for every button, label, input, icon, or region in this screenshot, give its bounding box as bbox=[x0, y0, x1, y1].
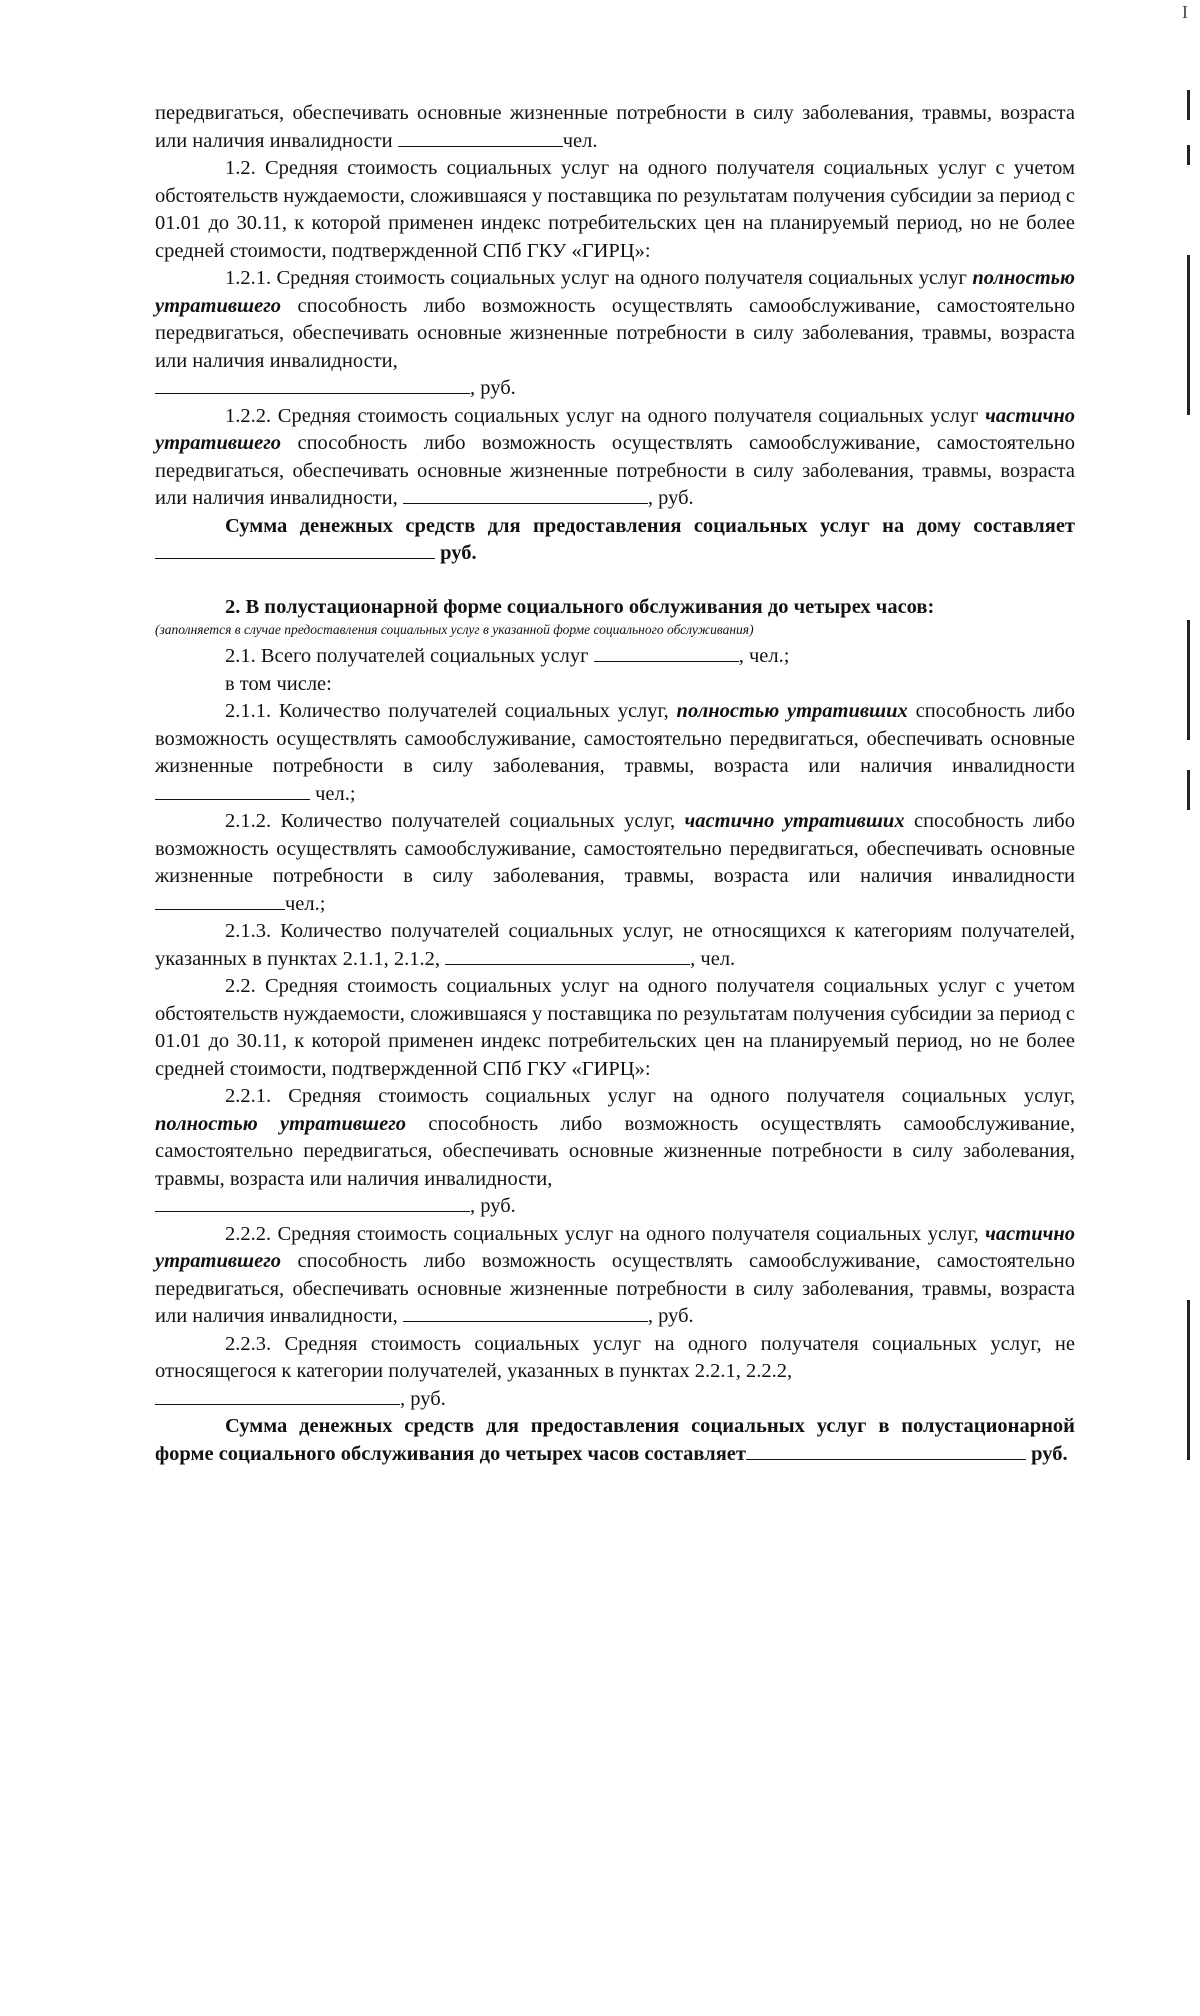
emphasis-text: полностью утратившего bbox=[155, 267, 1075, 317]
document-body bbox=[155, 100, 1075, 1468]
paragraph-text: 2.2.1. Средняя стоимость социальных услуг на одного получателя социальных услуг, bbox=[225, 1085, 1075, 1107]
paragraph-text: 1.2.2. Средняя стоимость социальных услуг на одного получателя социальных услуг bbox=[225, 404, 979, 427]
unit-label: руб. bbox=[1031, 1442, 1068, 1465]
blank-field[interactable] bbox=[398, 128, 563, 147]
blank-field[interactable] bbox=[594, 643, 739, 662]
paragraph-text: 2.2.2. Средняя стоимость социальных услуг на одного получателя социальных услуг, bbox=[225, 1222, 979, 1245]
unit-label: , руб. bbox=[470, 377, 516, 399]
unit-label: руб. bbox=[440, 542, 477, 564]
paragraph-text: передвигаться, обеспечивать основные жизненные потребности в силу заболевания, травмы, возраста или наличия инвалидности bbox=[155, 102, 1075, 152]
paragraph-2-2-3 bbox=[155, 1331, 1075, 1414]
in-total-label: в том числе: bbox=[225, 672, 332, 695]
scan-edge-line bbox=[1187, 620, 1190, 740]
paragraph-text: способность либо возможность осуществлять самообслуживание, самостоятельно передвигаться, обеспечивать основные жизненные потребности в силу заболевания, травмы, возраста или наличия инвалидности bbox=[155, 700, 1076, 777]
unit-label: , руб. bbox=[647, 1305, 694, 1327]
paragraph-1-2: 1.2. Средняя стоимость социальных услуг на одного получателя социальных услуг с учетом обстоятельств нуждаемости, сложившаяся у поставщика по результатам получения субсидии за период с 01.01 до 30.11, к которой применен индекс потребительских цен на планируемый период, но не более средней стоимости, подтвержденной СПб ГКУ «ГИРЦ»: bbox=[155, 157, 1075, 262]
blank-field[interactable] bbox=[155, 540, 435, 559]
sum-text: Сумма денежных средств для предоставления социальных услуг в полустационарной форме социального обслуживания до четырех часов составляет bbox=[155, 1415, 1075, 1465]
paragraph-text: способность либо возможность осуществлять самообслуживание, самостоятельно передвигаться, обеспечивать основные жизненные потребности в силу заболевания, травмы, возраста или наличия инвалидности, bbox=[155, 1250, 1076, 1327]
unit-label: чел.; bbox=[285, 892, 326, 915]
unit-label: , чел. bbox=[690, 947, 736, 970]
paragraph-2-2: 2.2. Средняя стоимость социальных услуг на одного получателя социальных услуг с учетом обстоятельств нуждаемости, сложившаяся у поставщика по результатам получения субсидии за период с 01.01 до 30.11, к которой применен индекс потребительских цен на планируемый период, но не более средней стоимости, подтвержденной СПб ГКУ «ГИРЦ»: bbox=[155, 975, 1075, 1080]
unit-label: чел.; bbox=[315, 782, 356, 805]
paragraph-text: 2.2.3. Средняя стоимость социальных услуг на одного получателя социальных услуг, не относящегося к категории получателей, указанных в пунктах 2.2.1, 2.2.2, bbox=[155, 1332, 1075, 1382]
paragraph-text: 2.1.1. Количество получателей социальных услуг, bbox=[225, 700, 669, 722]
blank-field[interactable] bbox=[155, 375, 470, 394]
paragraph-text: способность либо возможность осуществлять самообслуживание, самостоятельно передвигаться, обеспечивать основные жизненные потребности в силу заболевания, травмы, возраста или наличия инвалидности bbox=[155, 810, 1075, 887]
paragraph-text: 2.1. Всего получателей социальных услуг bbox=[225, 645, 589, 667]
unit-label: , руб. bbox=[400, 1387, 446, 1410]
sum-text: Сумма денежных средств для предоставления социальных услуг на дому составляет bbox=[225, 514, 1075, 537]
paragraph-2-1-2 bbox=[155, 808, 1075, 918]
paragraph-2-2-2 bbox=[155, 1221, 1075, 1331]
unit-label: , руб. bbox=[470, 1195, 516, 1217]
paragraph-1-2-1 bbox=[155, 265, 1075, 403]
unit-label: , чел.; bbox=[738, 645, 790, 667]
section-2-heading: 2. В полустационарной форме социального обслуживания до четырех часов: bbox=[225, 595, 935, 618]
paragraph-text: 1.2.1. Средняя стоимость социальных услуг на одного получателя социальных услуг bbox=[225, 267, 967, 289]
blank-field[interactable] bbox=[155, 891, 285, 910]
blank-field[interactable] bbox=[403, 485, 648, 504]
emphasis-text: частично утратившего bbox=[155, 404, 1075, 454]
scan-edge-line bbox=[1187, 145, 1190, 165]
scan-edge-line bbox=[1187, 90, 1190, 120]
scan-edge-line bbox=[1187, 255, 1190, 415]
blank-field[interactable] bbox=[445, 946, 690, 965]
paragraph-1-2-2 bbox=[155, 403, 1075, 513]
page-mark: I bbox=[1182, 2, 1188, 22]
paragraph-2-1 bbox=[155, 643, 1075, 671]
paragraph-2-2-1 bbox=[155, 1083, 1075, 1221]
section-2-note: (заполняется в случае предоставления социальных услуг в указанной форме социального обслуживания) bbox=[155, 622, 754, 637]
paragraph-text: способность либо возможность осуществлять самообслуживание, самостоятельно передвигаться, обеспечивать основные жизненные потребности в силу заболевания, травмы, возраста или наличия инвалидности, bbox=[155, 1112, 1076, 1190]
unit-label: , руб. bbox=[647, 487, 694, 509]
paragraph-text: 2.1.3. Количество получателей социальных услуг, не относящихся к категориям получателей, указанных в пунктах 2.1.1, 2.1.2, bbox=[155, 920, 1075, 970]
unit-label: чел. bbox=[562, 129, 598, 152]
emphasis-text: частично утративших bbox=[684, 810, 905, 832]
paragraph-2-1-3 bbox=[155, 918, 1075, 973]
paragraph-intro-end bbox=[155, 100, 1075, 155]
emphasis-text: частично утратившего bbox=[155, 1222, 1075, 1272]
blank-field[interactable] bbox=[155, 1193, 470, 1212]
blank-field[interactable] bbox=[403, 1303, 648, 1322]
emphasis-text: полностью утративших bbox=[676, 700, 908, 722]
paragraph-text: способность либо возможность осуществлять самообслуживание, самостоятельно передвигаться, обеспечивать основные жизненные потребности в силу заболевания, травмы, возраста или наличия инвалидности, bbox=[155, 432, 1076, 509]
blank-field[interactable] bbox=[746, 1441, 1026, 1460]
paragraph-text: 2.1.2. Количество получателей социальных услуг, bbox=[225, 810, 676, 832]
scan-edge-line bbox=[1187, 770, 1190, 810]
paragraph-text: способность либо возможность осуществлять самообслуживание, самостоятельно передвигаться, обеспечивать основные жизненные потребности в силу заболевания, травмы, возраста или наличия инвалидности, bbox=[155, 294, 1076, 372]
paragraph-2-1-1 bbox=[155, 698, 1075, 808]
blank-field[interactable] bbox=[155, 781, 310, 800]
emphasis-text: полностью утратившего bbox=[155, 1112, 407, 1135]
sum-home-services bbox=[155, 513, 1075, 568]
sum-semistationary-services bbox=[155, 1413, 1075, 1468]
scan-edge-line bbox=[1187, 1300, 1190, 1460]
blank-field[interactable] bbox=[155, 1386, 400, 1405]
